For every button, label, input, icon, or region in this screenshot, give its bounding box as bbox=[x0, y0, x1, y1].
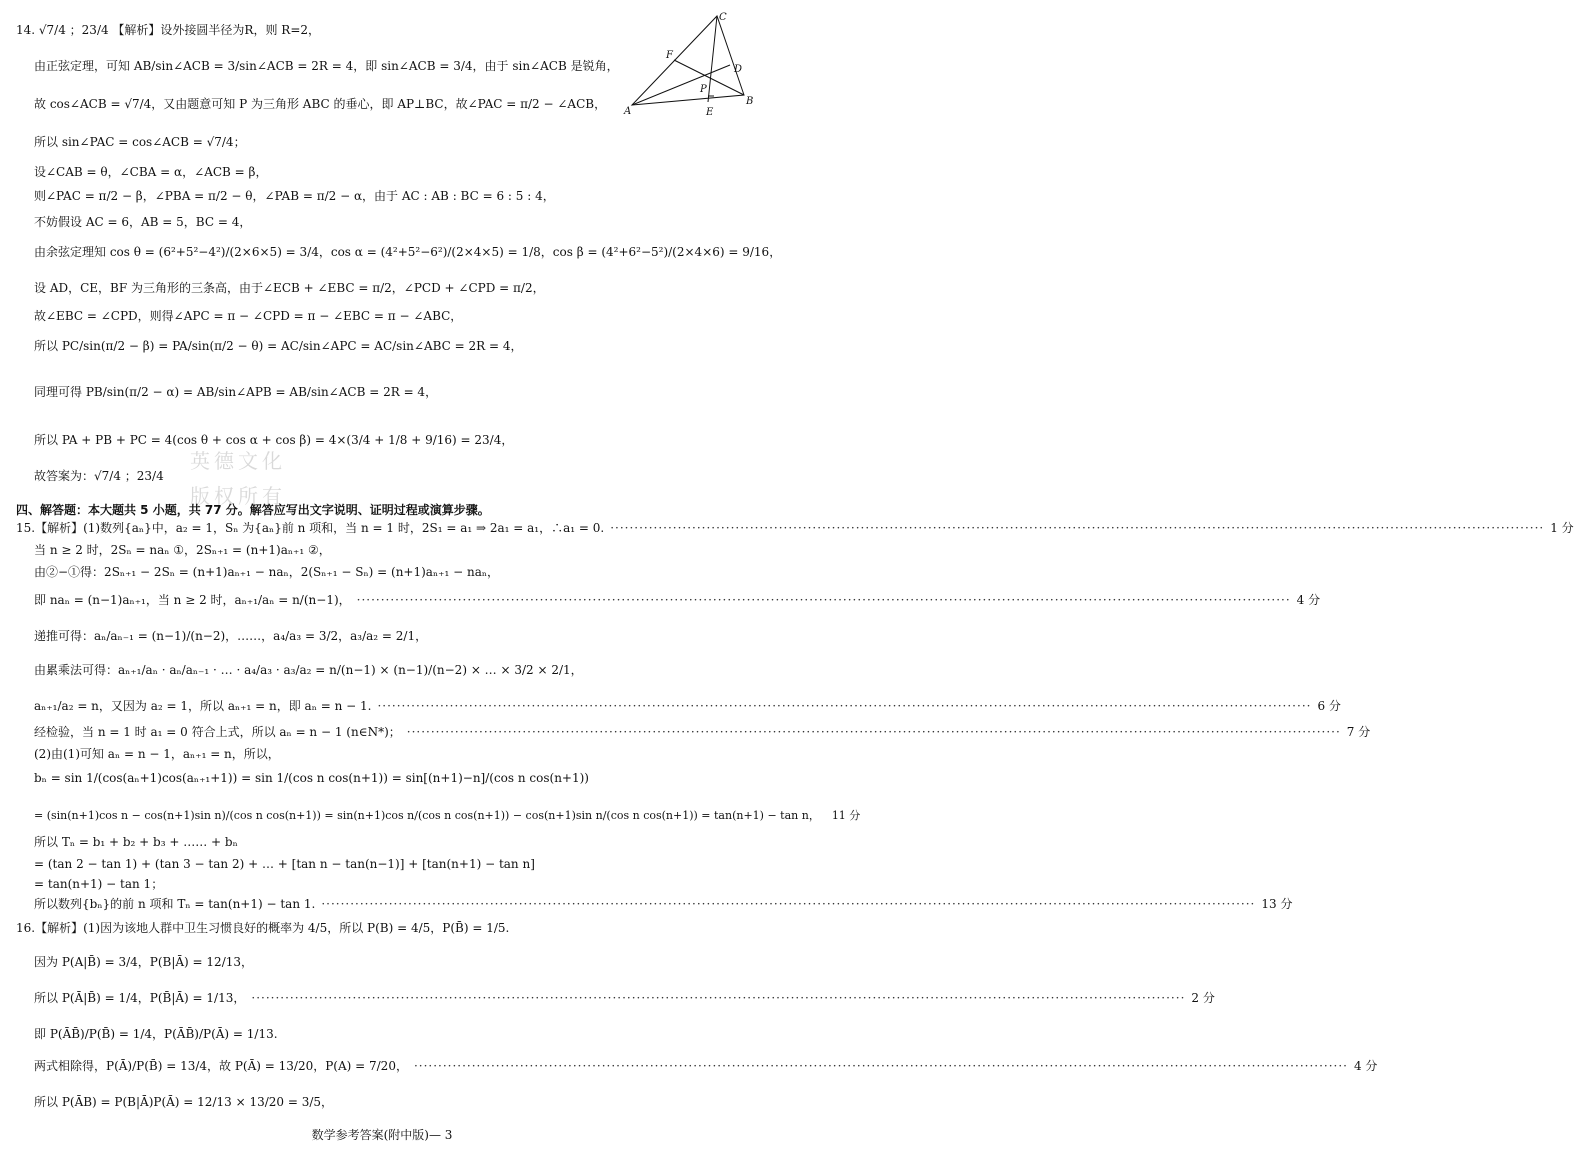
q16-text: 两式相除得，P(Ā)/P(B̄) = 13/4，故 P(Ā) = 13/20，P(A) = 7/20， bbox=[34, 1059, 408, 1073]
q15-text: = (tan 2 − tan 1) + (tan 3 − tan 2) + … + [tan n − tan(n−1)] + [tan(n+1) − tan n] bbox=[34, 857, 535, 871]
q16-text: 所以 P(Ā|B̄) = 1/4，P(B̄|Ā) = 1/13， bbox=[34, 991, 246, 1005]
leader-dots bbox=[407, 724, 1341, 740]
q15-score: 1 分 bbox=[1550, 521, 1574, 535]
q15-text: = tan(n+1) − tan 1； bbox=[34, 877, 164, 891]
q15-score: 11 分 bbox=[831, 809, 861, 822]
q15-step bbox=[34, 662, 748, 678]
q15-score: 6 分 bbox=[1317, 699, 1341, 713]
q15-step bbox=[16, 520, 1574, 536]
q14-line: 故∠EBC = ∠CPD，则得∠APC = π − ∠CPD = π − ∠EBC = π − ∠ABC， bbox=[34, 309, 463, 323]
q14-line: 故 cos∠ACB = √7/4，又由题意可知 P 为三角形 ABC 的垂心，即 AP⊥BC，故∠PAC = π/2 − ∠ACB， bbox=[34, 97, 607, 111]
q16-step bbox=[34, 1094, 748, 1110]
q15-text: 当 n ≥ 2 时，2Sₙ = naₙ ①，2Sₙ₊₁ = (n+1)aₙ₊₁ ②， bbox=[34, 543, 331, 557]
q15-score: 4 分 bbox=[1296, 593, 1321, 607]
q15-step bbox=[34, 770, 748, 786]
q14-line: 设 AD，CE，BF 为三角形的三条高，由于∠ECB + ∠EBC = π/2，∠PCD + ∠CPD = π/2， bbox=[34, 281, 545, 295]
q14-line: 所以 PA + PB + PC = 4(cos θ + cos α + cos β) = 4×(3/4 + 1/8 + 9/16) = 23/4， bbox=[34, 433, 514, 447]
leader-dots bbox=[377, 698, 1311, 714]
figure-label-d: D bbox=[734, 64, 743, 75]
q15-text: bₙ = sin 1/(cos(aₙ+1)cos(aₙ₊₁+1)) = sin 1/(cos n cos(n+1)) = sin[(n+1)−n]/(cos n cos(n+1)) bbox=[34, 771, 589, 785]
leader-dots bbox=[321, 896, 1255, 912]
q15-step bbox=[34, 628, 748, 644]
figure-label-p: P bbox=[700, 84, 707, 95]
q16-text: 即 P(ĀB̄)/P(B̄) = 1/4，P(ĀB̄)/P(Ā) = 1/13. bbox=[34, 1027, 278, 1041]
leader-dots bbox=[610, 520, 1544, 536]
q15-text: = (sin(n+1)cos n − cos(n+1)sin n)/(cos n cos(n+1)) = sin(n+1)cos n/(cos n cos(n+1)) − cos(n+1)sin n/(cos n cos(n+1)) = tan(n+1) − tan n， bbox=[34, 809, 820, 822]
q15-step bbox=[34, 834, 748, 850]
q15-step bbox=[34, 542, 748, 558]
figure-label-f: F bbox=[666, 50, 673, 61]
figure-label-a: A bbox=[624, 106, 632, 117]
q14-line: 所以 PC/sin(π/2 − β) = PA/sin(π/2 − θ) = AC/sin∠APC = AC/sin∠ABC = 2R = 4， bbox=[34, 339, 523, 353]
q15-step bbox=[34, 564, 748, 580]
section-heading: 四、解答题：本大题共 5 小题，共 77 分。解答应写出文字说明、证明过程或演算步骤。 bbox=[16, 503, 490, 517]
q15-score: 13 分 bbox=[1261, 897, 1293, 911]
q15-step bbox=[34, 746, 748, 762]
q16-text: 因为 P(A|B̄) = 3/4，P(B|Ā) = 12/13， bbox=[34, 955, 254, 969]
q15-text: 由②−①得：2Sₙ₊₁ − 2Sₙ = (n+1)aₙ₊₁ − naₙ，2(Sₙ₊₁ − Sₙ) = (n+1)aₙ₊₁ − naₙ， bbox=[34, 565, 500, 579]
q16-step bbox=[34, 1026, 748, 1042]
q14-header: 14. √7/4 ；23/4 【解析】设外接圆半径为R，则 R=2， bbox=[16, 23, 321, 37]
q15-step bbox=[34, 592, 1321, 608]
q15-text: aₙ₊₁/a₂ = n，又因为 a₂ = 1，所以 aₙ₊₁ = n，即 aₙ = n − 1. bbox=[34, 699, 372, 713]
q15-text: 所以数列{bₙ}的前 n 项和 Tₙ = tan(n+1) − tan 1. bbox=[34, 897, 316, 911]
q15-step bbox=[34, 698, 1341, 714]
q14-line: 不妨假设 AC = 6，AB = 5，BC = 4， bbox=[34, 215, 252, 229]
q15-step bbox=[34, 724, 1371, 740]
q15-score: 7 分 bbox=[1346, 725, 1371, 739]
q15-text: 15.【解析】(1)数列{aₙ}中，a₂ = 1，Sₙ 为{aₙ}前 n 项和，当 n = 1 时，2S₁ = a₁ ⇒ 2a₁ = a₁，∴a₁ = 0. bbox=[16, 521, 605, 535]
watermark-line: 英德文化 bbox=[190, 449, 286, 473]
q16-step bbox=[34, 990, 1215, 1006]
leader-dots bbox=[414, 1058, 1348, 1074]
q16-step bbox=[34, 954, 748, 970]
q14-line: 所以 sin∠PAC = cos∠ACB = √7/4； bbox=[34, 135, 246, 149]
q14-line: 设∠CAB = θ，∠CBA = α，∠ACB = β， bbox=[34, 165, 268, 179]
q14-line: 故答案为：√7/4 ；23/4 bbox=[34, 469, 164, 483]
q15-step bbox=[34, 808, 861, 824]
q15-text: (2)由(1)可知 aₙ = n − 1，aₙ₊₁ = n，所以， bbox=[34, 747, 280, 761]
figure-label-c: C bbox=[719, 12, 727, 23]
q14-line: 由正弦定理，可知 AB/sin∠ACB = 3/sin∠ACB = 2R = 4，即 sin∠ACB = 3/4，由于 sin∠ACB 是锐角， bbox=[34, 59, 619, 73]
q16-score: 2 分 bbox=[1191, 991, 1215, 1005]
figure-label-e: E bbox=[706, 107, 714, 118]
q15-text: 所以 Tₙ = b₁ + b₂ + b₃ + …… + bₙ bbox=[34, 835, 238, 849]
page-footer: 数学参考答案(附中版)— 3 bbox=[311, 1128, 453, 1142]
q15-text: 由累乘法可得：aₙ₊₁/aₙ · aₙ/aₙ₋₁ · … · a₄/a₃ · a₃/a₂ = n/(n−1) × (n−1)/(n−2) × … × 3/2 × 2/1， bbox=[34, 663, 583, 677]
q16-text: 所以 P(ĀB) = P(B|Ā)P(Ā) = 12/13 × 13/20 = 3/5， bbox=[34, 1095, 334, 1109]
q16-step bbox=[16, 920, 748, 936]
triangle-figure bbox=[622, 10, 757, 120]
q15-step bbox=[34, 876, 748, 892]
leader-dots bbox=[251, 990, 1185, 1006]
q15-step bbox=[34, 856, 748, 872]
q14-line: 同理可得 PB/sin(π/2 − α) = AB/sin∠APB = AB/sin∠ACB = 2R = 4， bbox=[34, 385, 438, 399]
q14-line: 则∠PAC = π/2 − β，∠PBA = π/2 − θ，∠PAB = π/2 − α，由于 AC : AB : BC = 6 : 5 : 4， bbox=[34, 189, 555, 203]
q16-text: 16.【解析】(1)因为该地人群中卫生习惯良好的概率为 4/5，所以 P(B) = 4/5，P(B̄) = 1/5. bbox=[16, 921, 510, 935]
figure-label-b: B bbox=[746, 96, 754, 107]
q14-line: 由余弦定理知 cos θ = (6²+5²−4²)/(2×6×5) = 3/4，cos α = (4²+5²−6²)/(2×4×5) = 1/8，cos β = (4²+6²−5²)/(2×4×6) = 9/16， bbox=[34, 245, 782, 259]
q15-text: 即 naₙ = (n−1)aₙ₊₁，当 n ≥ 2 时，aₙ₊₁/aₙ = n/(n−1)， bbox=[34, 593, 351, 607]
q15-step bbox=[34, 896, 1293, 912]
q15-text: 经检验，当 n = 1 时 a₁ = 0 符合上式，所以 aₙ = n − 1 (n∈N*)； bbox=[34, 725, 401, 739]
q16-score: 4 分 bbox=[1353, 1059, 1378, 1073]
leader-dots bbox=[357, 592, 1291, 608]
q15-text: 递推可得：aₙ/aₙ₋₁ = (n−1)/(n−2)，……，a₄/a₃ = 3/2，a₃/a₂ = 2/1， bbox=[34, 629, 428, 643]
q16-step bbox=[34, 1058, 1378, 1074]
watermark-line: 版权所有 bbox=[190, 484, 286, 508]
